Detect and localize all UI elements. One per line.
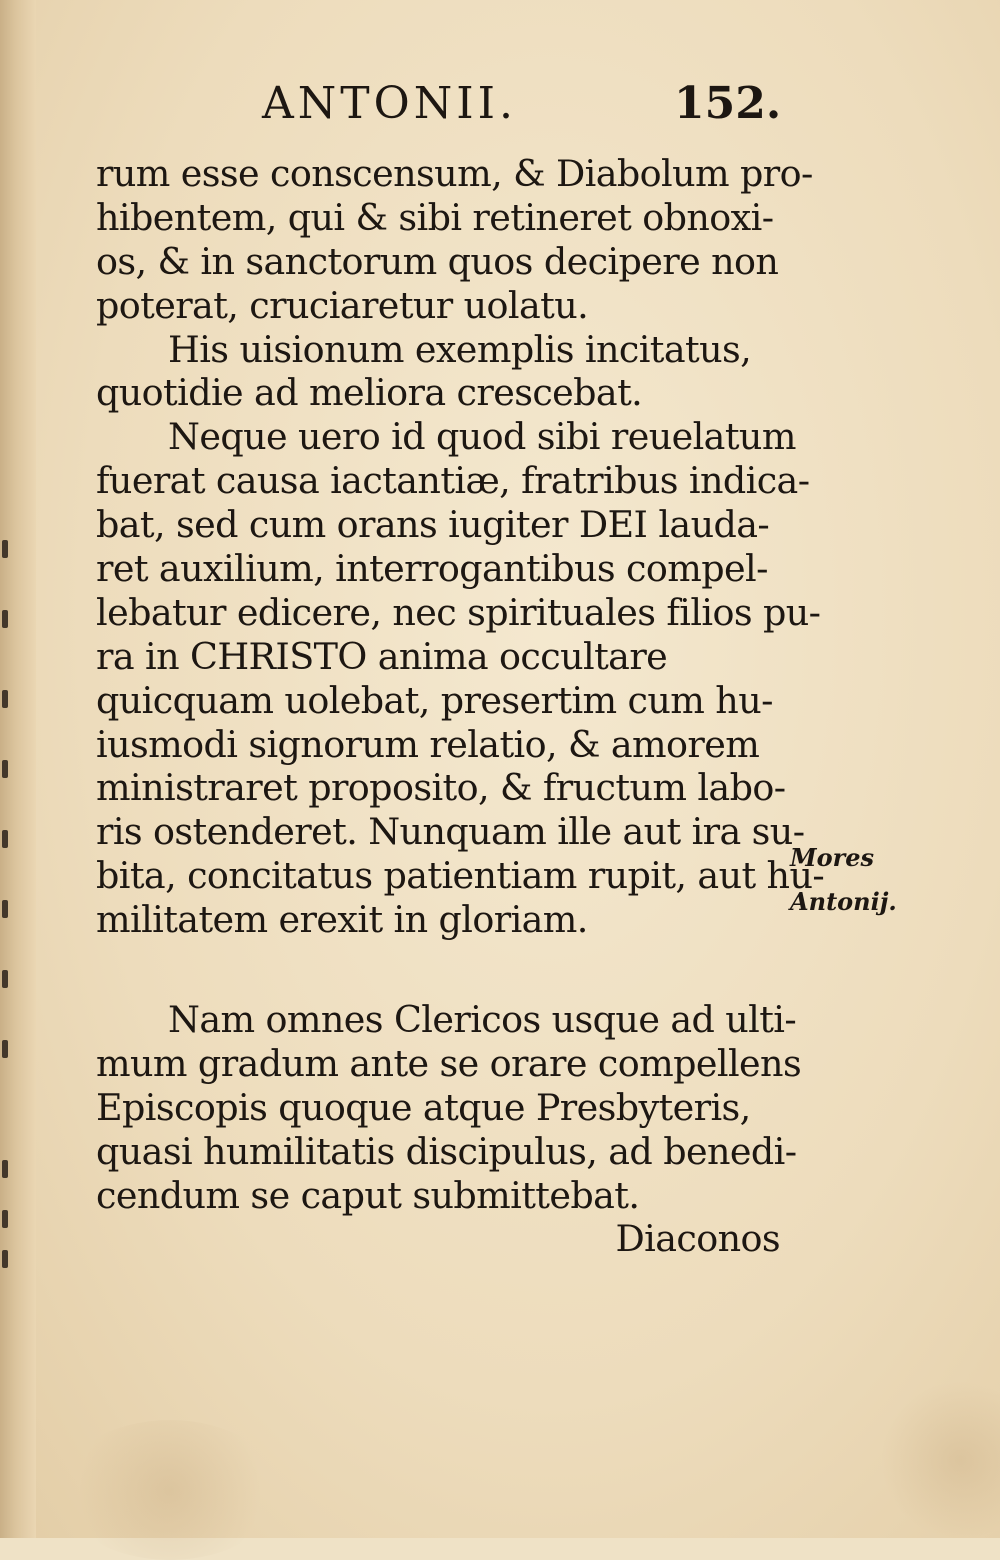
- text-line: rum esse conscensum, & Diabolum pro-: [96, 152, 813, 195]
- text-line: Neque uero id quod sibi reuelatum: [168, 415, 796, 459]
- text-line: fuerat causa iactantiæ, fratribus indica-: [96, 459, 810, 503]
- bleed-through-mark: [2, 1210, 8, 1228]
- marginal-note-line: Mores: [790, 843, 874, 872]
- bleed-through-mark: [2, 690, 8, 708]
- text-line: bita, concitatus patientiam rupit, aut hu-: [96, 854, 825, 898]
- bleed-through-mark: [2, 970, 8, 988]
- page-gutter: [0, 0, 36, 1538]
- text-line: os, & in sanctorum quos decipere non: [96, 239, 779, 283]
- text-line: His uisionum exemplis incitatus,: [168, 327, 752, 371]
- text-line: ret auxilium, interrogantibus compel-: [96, 547, 768, 591]
- text-line: bat, sed cum orans iugiter DEI lauda-: [96, 503, 770, 547]
- bleed-through-mark: [2, 900, 8, 918]
- text-line: quotidie ad meliora crescebat.: [96, 371, 643, 415]
- paper-stain: [880, 1380, 1000, 1540]
- bleed-through-mark: [2, 830, 8, 848]
- text-line: hibentem, qui & sibi retineret obnoxi-: [96, 195, 774, 239]
- text-line: militatem erexit in gloriam.: [96, 898, 588, 942]
- catchword: Diaconos: [615, 1217, 780, 1261]
- running-title: ANTONII.: [262, 78, 517, 129]
- text-line: iusmodi signorum relatio, & amorem: [96, 722, 760, 766]
- text-line: ris ostenderet. Nunquam ille aut ira su-: [96, 810, 805, 854]
- paragraph-gap: [96, 942, 786, 998]
- bleed-through-mark: [2, 1160, 8, 1178]
- text-line: lebatur edicere, nec spirituales filios pu-: [96, 590, 821, 634]
- text-line: quasi humilitatis discipulus, ad benedi-: [96, 1129, 797, 1173]
- text-line: ministraret proposito, & fructum labo-: [96, 766, 786, 810]
- text-line: Nam omnes Clericos usque ad ulti-: [168, 998, 797, 1042]
- page-number: 152.: [674, 78, 782, 129]
- text-line: cendum se caput submittebat.: [96, 1173, 640, 1217]
- marginal-note-line: Antonij.: [790, 887, 897, 916]
- text-line: quicquam uolebat, presertim cum hu-: [96, 678, 773, 722]
- page-header: [262, 76, 802, 136]
- bleed-through-mark: [2, 540, 8, 558]
- text-line: Episcopis quoque atque Presbyteris,: [96, 1085, 751, 1129]
- bleed-through-mark: [2, 1250, 8, 1268]
- body-text: [96, 152, 825, 1261]
- paper-stain: [60, 1420, 280, 1560]
- text-line: ra in CHRISTO anima occultare: [96, 634, 668, 678]
- marginal-note: [790, 836, 910, 924]
- bleed-through-mark: [2, 1040, 8, 1058]
- text-line: poterat, cruciaretur uolatu.: [96, 283, 589, 327]
- bleed-through-mark: [2, 760, 8, 778]
- bleed-through-mark: [2, 610, 8, 628]
- text-line: mum gradum ante se orare compellens: [96, 1041, 802, 1085]
